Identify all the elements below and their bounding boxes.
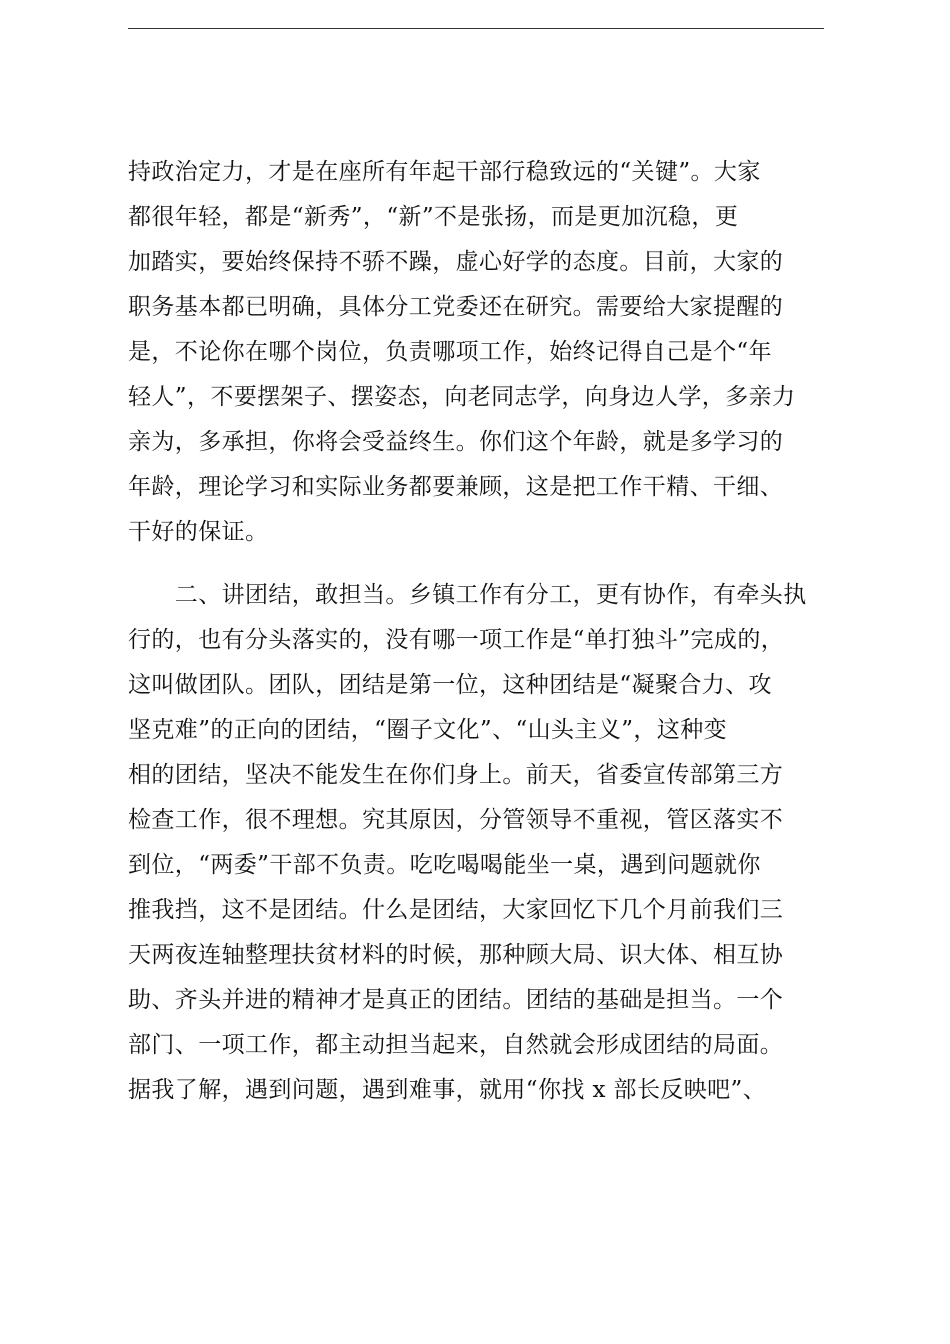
text-line: 二、讲团结，敢担当。乡镇工作有分工，更有协作，有牵头执 [128,582,807,608]
text-line: 轻人”，不要摆架子、摆姿态，向老同志学，向身边人学，多亲力 [128,384,796,410]
text-line: 到位，“两委”干部不负责。吃吃喝喝能坐一桌，遇到问题就你 [128,852,761,878]
text-line: 持政治定力，才是在座所有年起干部行稳致远的“关键”。大家 [128,159,761,185]
document-body [128,150,828,1113]
text-line: 加踏实，要始终保持不骄不躁，虚心好学的态度。目前，大家的 [128,249,784,275]
text-line: 天两夜连轴整理扶贫材料的时候，那种顾大局、识大体、相互协 [128,942,784,968]
text-line: 是，不论你在哪个岗位，负责哪项工作，始终记得自己是个“年 [128,339,772,365]
text-line: 都很年轻，都是“新秀”，“新”不是张扬，而是更加沉稳，更 [128,204,739,230]
paragraph-2 [128,573,828,1113]
text-line: 助、齐头并进的精神才是真正的团结。团结的基础是担当。一个 [128,987,784,1013]
text-line: 年龄，理论学习和实际业务都要兼顾，这是把工作干精、干细、 [128,474,784,500]
text-line: 据我了解，遇到问题，遇到难事，就用“你找 x 部长反映吧”、 [128,1077,767,1103]
header-rule [128,28,824,29]
text-line: 相的团结，坚决不能发生在你们身上。前天，省委宣传部第三方 [128,762,784,788]
text-line: 部门、一项工作，都主动担当起来，自然就会形成团结的局面。 [128,1032,784,1058]
paragraph-1 [128,150,828,555]
text-line: 行的，也有分头落实的，没有哪一项工作是“单打独斗”完成的， [128,627,785,653]
text-line: 坚克难”的正向的团结，“圈子文化”、“山头主义”，这种变 [128,717,727,743]
text-line: 亲为，多承担，你将会受益终生。你们这个年龄，就是多学习的 [128,429,784,455]
text-line: 检查工作，很不理想。究其原因，分管领导不重视，管区落实不 [128,807,784,833]
text-line: 这叫做团队。团队，团结是第一位，这种团结是“凝聚合力、攻 [128,672,772,698]
text-line: 推我挡，这不是团结。什么是团结，大家回忆下几个月前我们三 [128,897,784,923]
text-line: 干好的保证。 [128,519,269,545]
text-line: 职务基本都已明确，具体分工党委还在研究。需要给大家提醒的 [128,294,784,320]
paragraph-spacer [128,555,828,573]
